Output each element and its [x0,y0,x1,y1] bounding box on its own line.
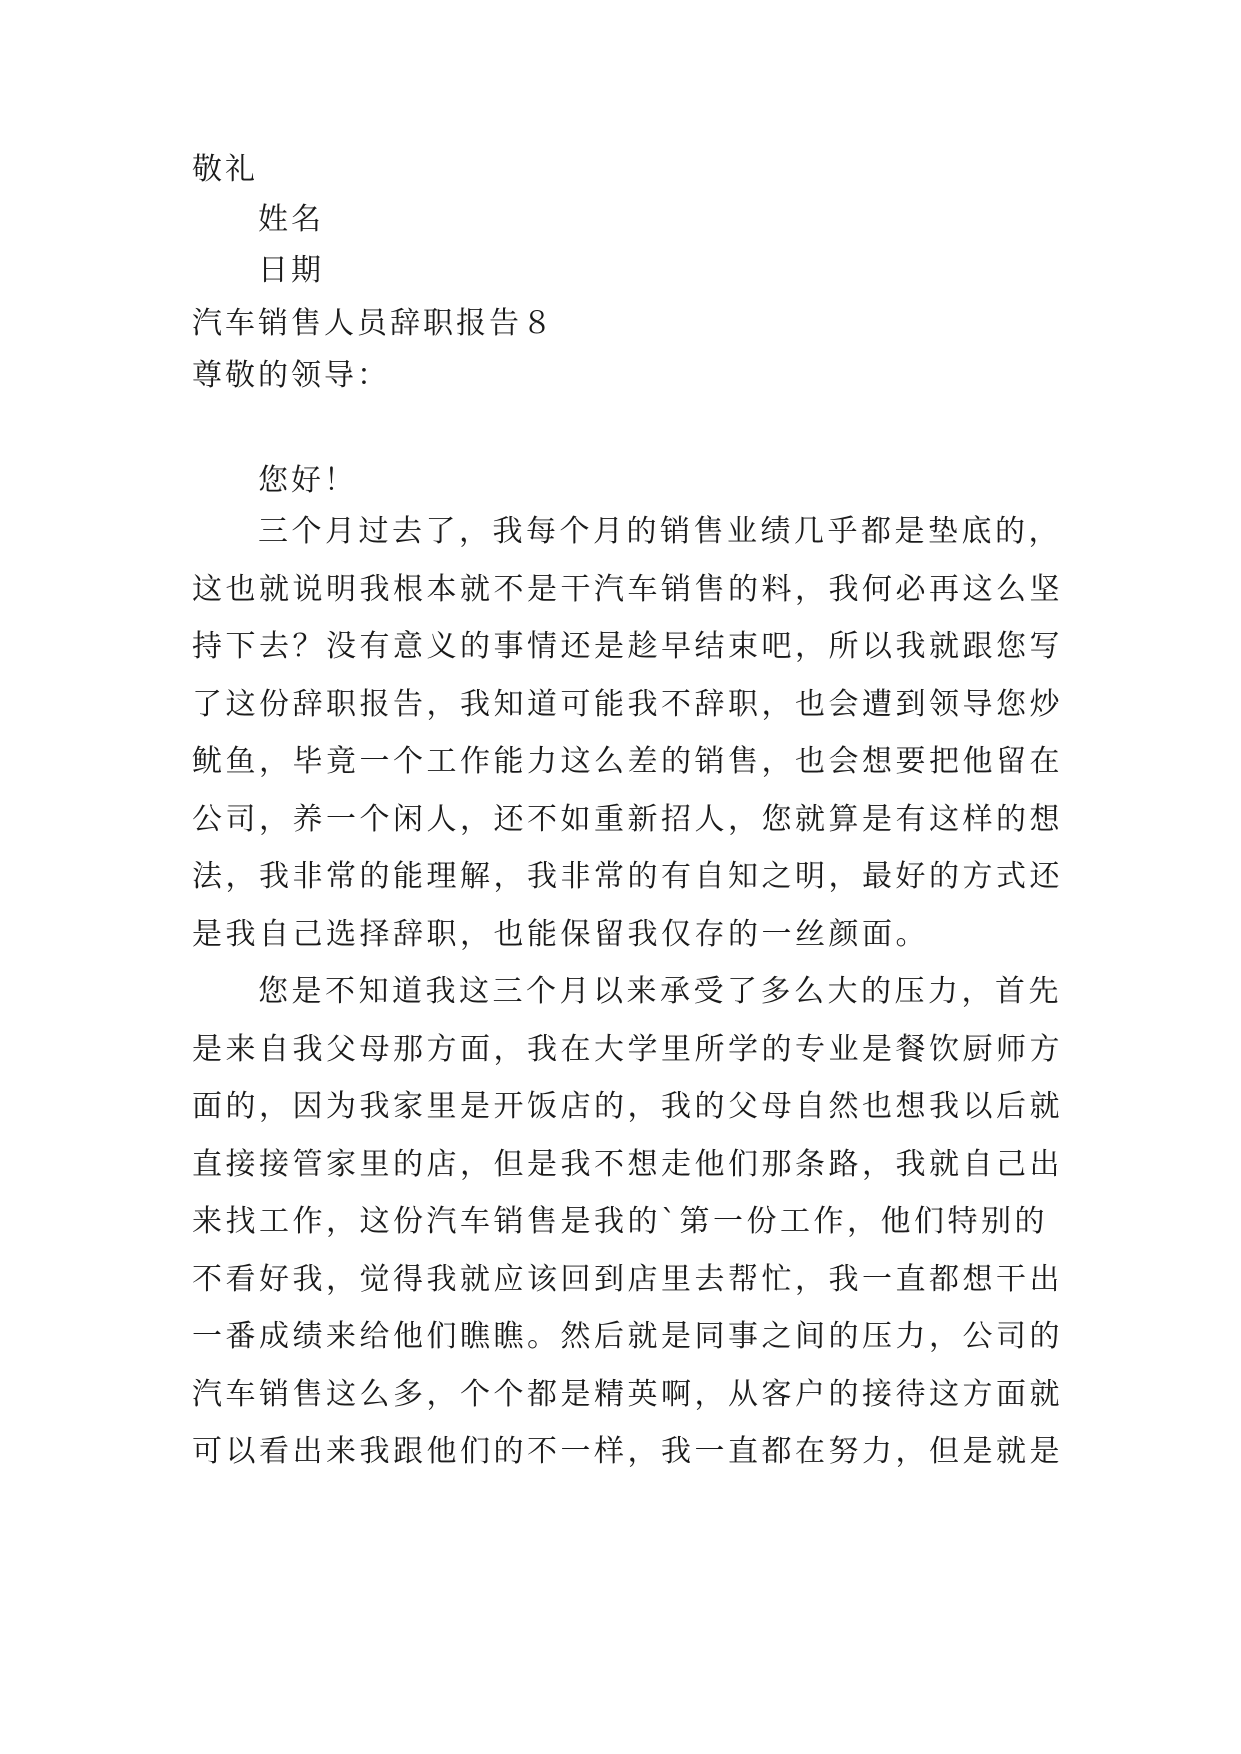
paragraph-2 [192,963,1062,1481]
section-title: 汽车销售人员辞职报告８ [192,306,555,341]
paragraph-line: 三个月过去了，我每个月的销售业绩几乎都是垫底的， [258,514,1062,549]
paragraph-line: 这也就说明我根本就不是干汽车销售的料，我何必再这么坚 [192,571,1063,607]
paragraph-line: 汽车销售这么多，个个都是精英啊，从客户的接待这方面就 [192,1376,1063,1412]
paragraph-line: 持下去？没有意义的事情还是趁早结束吧，所以我就跟您写 [192,629,1063,664]
paragraph-line: 一番成绩来给他们瞧瞧。然后就是同事之间的压力，公司的 [192,1319,1063,1354]
paragraph-line: 来找工作，这份汽车销售是我的`第一份工作，他们特别的 [192,1204,1048,1239]
greeting: 您好！ [258,463,357,498]
closing-text: 敬礼 [192,152,258,187]
signature-date: 日期 [258,253,324,288]
paragraph-line: 是我自己选择辞职，也能保留我仅存的一丝颜面。 [192,916,929,952]
salutation: 尊敬的领导： [192,358,390,393]
paragraph-line: 公司，养一个闲人，还不如重新招人，您就算是有这样的想 [192,801,1063,837]
paragraph-line: 可以看出来我跟他们的不一样，我一直都在努力，但是就是 [192,1434,1063,1469]
paragraph-line: 面的，因为我家里是开饭店的，我的父母自然也想我以后就 [192,1089,1063,1124]
paragraph-line: 您是不知道我这三个月以来承受了多么大的压力，首先 [258,974,1062,1009]
paragraph-line: 不看好我，觉得我就应该回到店里去帮忙，我一直都想干出 [192,1261,1063,1297]
paragraph-line: 了这份辞职报告，我知道可能我不辞职，也会遭到领导您炒 [192,686,1063,722]
signature-name: 姓名 [258,202,324,237]
paragraph-line: 直接接管家里的店，但是我不想走他们那条路，我就自己出 [192,1146,1063,1182]
paragraph-line: 鱿鱼，毕竟一个工作能力这么差的销售，也会想要把他留在 [192,744,1063,779]
paragraph-line: 是来自我父母那方面，我在大学里所学的专业是餐饮厨师方 [192,1031,1063,1067]
paragraph-line: 法，我非常的能理解，我非常的有自知之明，最好的方式还 [192,859,1063,894]
paragraph-1 [192,503,1062,963]
